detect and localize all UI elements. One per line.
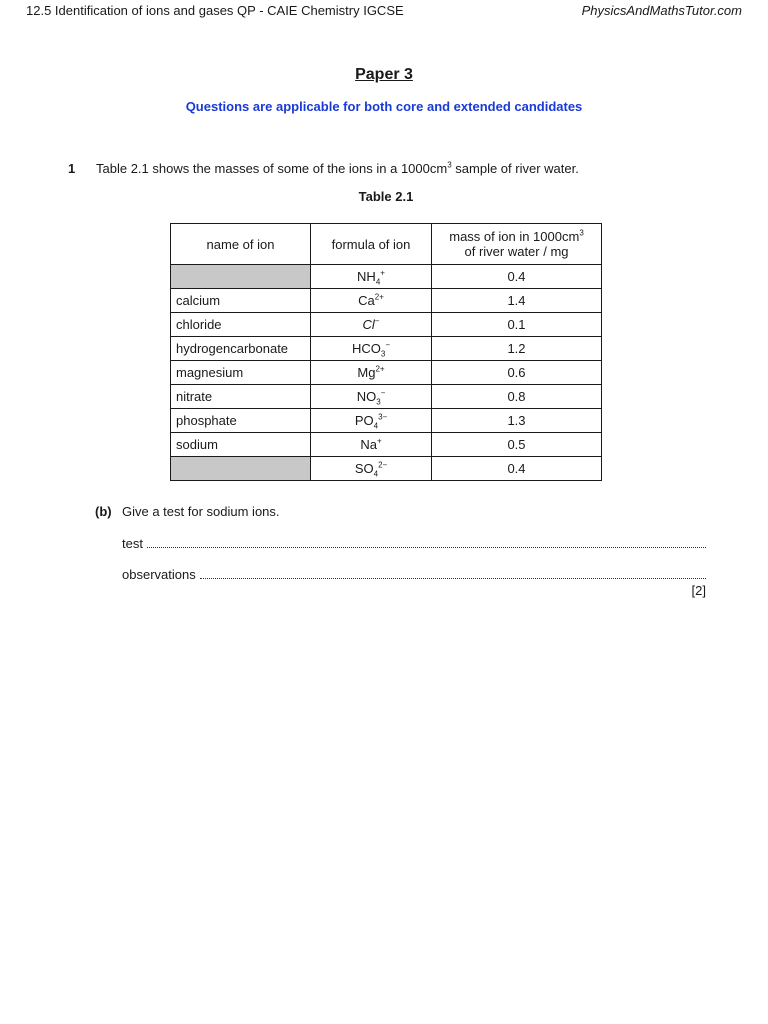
table-row <box>171 337 602 361</box>
subtitle: Questions are applicable for both core and extended candidates <box>185 99 583 114</box>
question-number: 1 <box>68 161 76 176</box>
formula-base: NO <box>356 389 377 404</box>
header-title: 12.5 Identification of ions and gases QP - CAIE Chemistry IGCSE <box>26 3 404 18</box>
formula-subscript: 4 <box>373 469 379 479</box>
formula-charge: − <box>385 340 390 350</box>
formula-subscript: 4 <box>373 421 379 431</box>
observations-label: observations <box>122 567 196 582</box>
question-unit-sup: 3 <box>447 160 452 170</box>
paper-title-text: Paper 3 <box>355 66 413 83</box>
table-caption: Table 2.1 <box>358 189 414 204</box>
table-row <box>171 289 602 313</box>
ion-formula-cell <box>311 409 432 433</box>
ion-mass-cell: 0.8 <box>432 385 602 409</box>
formula-base: PO <box>354 413 374 428</box>
part-b-question: Give a test for sodium ions. <box>122 504 280 519</box>
formula-subscript: 4 <box>375 277 381 287</box>
header-mass-line2: of river water / mg <box>464 244 569 259</box>
ion-mass-cell: 0.1 <box>432 313 602 337</box>
ion-formula-cell <box>311 337 432 361</box>
observations-answer-line[interactable] <box>122 567 706 582</box>
ion-name-cell: calcium <box>171 289 311 313</box>
ion-mass-cell: 0.6 <box>432 361 602 385</box>
ion-formula-cell <box>311 361 432 385</box>
test-label: test <box>122 536 143 551</box>
table-row <box>171 313 602 337</box>
header-formula-of-ion: formula of ion <box>311 224 432 265</box>
ion-formula-cell <box>311 433 432 457</box>
part-b-label: (b) <box>95 504 112 519</box>
ion-mass-cell: 1.2 <box>432 337 602 361</box>
test-dotted-line[interactable] <box>147 537 706 548</box>
ion-name-shaded-cell <box>171 457 311 481</box>
header-mass-unit: cm <box>561 229 580 244</box>
formula-charge: − <box>374 316 380 326</box>
ion-mass-cell: 0.5 <box>432 433 602 457</box>
table-body <box>171 265 602 481</box>
test-answer-line[interactable] <box>122 536 706 551</box>
ion-formula-cell <box>311 385 432 409</box>
ion-name-shaded-cell <box>171 265 311 289</box>
formula-base: NH <box>357 269 376 284</box>
formula-charge: − <box>380 388 386 398</box>
formula-charge: + <box>380 268 385 278</box>
ion-name-cell: phosphate <box>171 409 311 433</box>
marks-allocation: [2] <box>691 583 706 598</box>
question-text-before: Table 2.1 shows the masses of some of the ions in a 1000 <box>96 161 430 176</box>
formula-charge: + <box>376 436 382 446</box>
formula-base: HCO <box>351 341 381 356</box>
formula-base: Ca <box>358 293 375 308</box>
table-row <box>171 433 602 457</box>
paper-title <box>0 66 768 84</box>
question-text-after: sample of river water. <box>451 161 579 176</box>
question-unit: cm <box>429 161 448 176</box>
formula-base: Cl <box>362 317 375 332</box>
table-row <box>171 265 602 289</box>
ion-name-cell: magnesium <box>171 361 311 385</box>
formula-base: Na <box>360 437 377 452</box>
ions-table <box>170 223 602 481</box>
table-row <box>171 457 602 481</box>
ion-formula-cell <box>311 289 432 313</box>
formula-base: Mg <box>357 365 376 380</box>
table-row <box>171 409 602 433</box>
header-name-of-ion: name of ion <box>171 224 311 265</box>
formula-base: SO <box>354 461 374 476</box>
header-site: PhysicsAndMathsTutor.com <box>581 3 742 18</box>
ion-name-cell: sodium <box>171 433 311 457</box>
formula-subscript: 3 <box>376 397 381 407</box>
formula-charge: 3− <box>378 412 388 422</box>
ion-mass-cell: 0.4 <box>432 457 602 481</box>
header-mass-line1: mass of ion in 1000 <box>449 229 562 244</box>
formula-subscript: 3 <box>380 349 386 359</box>
formula-charge: 2+ <box>374 292 384 302</box>
table-row <box>171 385 602 409</box>
ion-formula-cell <box>311 457 432 481</box>
observations-dotted-line[interactable] <box>200 568 706 579</box>
ion-mass-cell: 1.4 <box>432 289 602 313</box>
ion-mass-cell: 0.4 <box>432 265 602 289</box>
formula-charge: 2− <box>378 460 388 470</box>
table-header-row <box>171 224 602 265</box>
question-text <box>96 161 579 176</box>
ion-mass-cell: 1.3 <box>432 409 602 433</box>
table-row <box>171 361 602 385</box>
ion-name-cell: hydrogencarbonate <box>171 337 311 361</box>
ion-name-cell: nitrate <box>171 385 311 409</box>
ion-formula-cell <box>311 265 432 289</box>
formula-charge: 2+ <box>375 364 385 374</box>
ion-name-cell: chloride <box>171 313 311 337</box>
header-mass-unit-sup: 3 <box>579 228 584 238</box>
header-mass-of-ion <box>432 224 602 265</box>
ion-formula-cell <box>311 313 432 337</box>
